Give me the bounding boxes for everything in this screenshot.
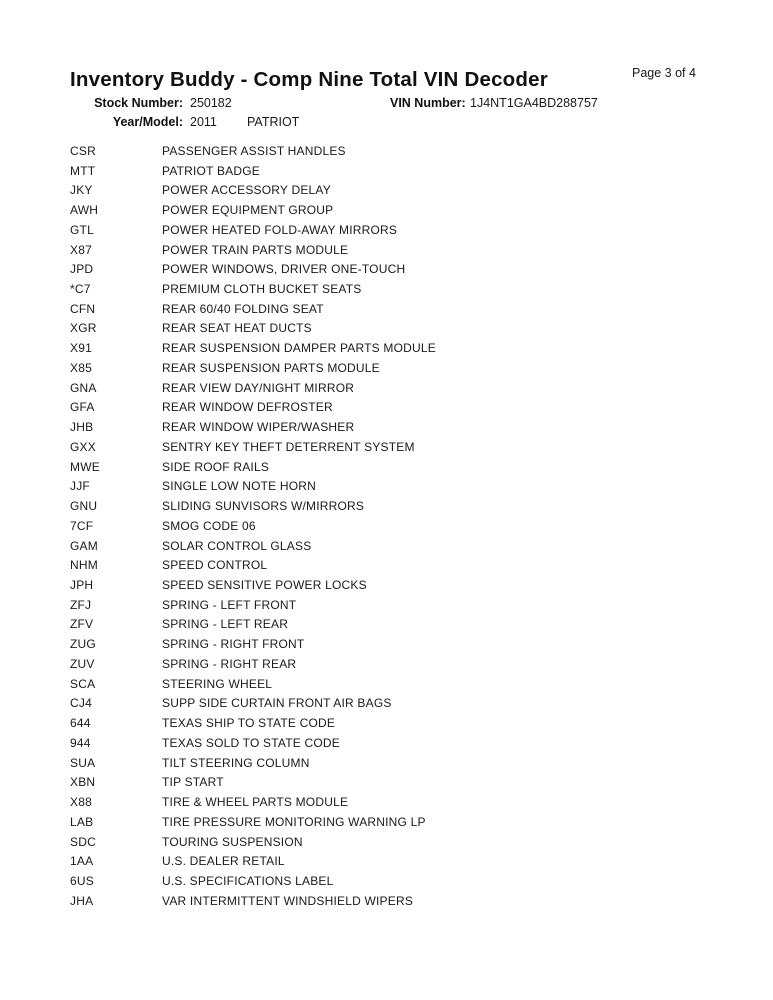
option-row [0,891,773,911]
option-row [0,299,773,319]
option-code: XGR [70,321,97,336]
option-row [0,634,773,654]
option-code: JPH [70,578,94,593]
option-description: POWER TRAIN PARTS MODULE [162,242,349,257]
option-row [0,437,773,457]
option-row [0,871,773,891]
option-description: TEXAS SHIP TO STATE CODE [162,716,336,731]
option-description: TIP START [162,775,224,790]
option-row [0,575,773,595]
option-code: GAM [70,538,98,553]
option-code: X85 [70,360,92,375]
option-code: ZFV [70,617,94,632]
option-code: SDC [70,834,96,849]
page-title: Inventory Buddy - Comp Nine Total VIN Decoder [70,68,548,91]
option-description: TEXAS SOLD TO STATE CODE [162,735,340,750]
option-row [0,832,773,852]
option-code: SUA [70,755,96,770]
option-code: AWH [70,203,99,218]
option-row [0,753,773,773]
option-description: SINGLE LOW NOTE HORN [162,479,317,494]
option-row [0,555,773,575]
stock-number-label: Stock Number: [94,96,183,110]
option-description: SPRING - LEFT FRONT [162,597,297,612]
option-description: SPEED CONTROL [162,558,268,573]
option-description: U.S. DEALER RETAIL [162,854,285,869]
option-row [0,358,773,378]
option-code: X88 [70,795,92,810]
vin-number-value: 1J4NT1GA4BD288757 [470,96,598,110]
option-row [0,851,773,871]
option-description: TIRE & WHEEL PARTS MODULE [162,795,349,810]
option-code: LAB [70,814,94,829]
option-description: U.S. SPECIFICATIONS LABEL [162,874,334,889]
option-row [0,694,773,714]
option-row [0,457,773,477]
options-list [0,141,773,911]
option-code: JHA [70,893,94,908]
option-row [0,615,773,635]
option-row [0,279,773,299]
option-row [0,516,773,536]
option-description: SMOG CODE 06 [162,518,256,533]
stock-number-value: 250182 [190,96,232,110]
option-code: JPD [70,262,94,277]
option-description: SUPP SIDE CURTAIN FRONT AIR BAGS [162,696,392,711]
vin-number-label: VIN Number: [390,96,466,110]
option-code: NHM [70,558,98,573]
option-description: POWER HEATED FOLD-AWAY MIRRORS [162,222,398,237]
option-description: SIDE ROOF RAILS [162,459,270,474]
option-code: JJF [70,479,90,494]
option-row [0,417,773,437]
option-row [0,319,773,339]
option-row [0,733,773,753]
option-code: X91 [70,341,92,356]
option-description: TILT STEERING COLUMN [162,755,310,770]
model-value: PATRIOT [247,115,300,129]
option-code: X87 [70,242,92,257]
option-description: SPRING - RIGHT REAR [162,656,297,671]
option-description: SPEED SENSITIVE POWER LOCKS [162,578,367,593]
option-code: MTT [70,163,96,178]
year-value: 2011 [190,115,217,129]
option-row [0,713,773,733]
option-code: GNU [70,499,98,514]
option-description: TOURING SUSPENSION [162,834,303,849]
option-description: SPRING - RIGHT FRONT [162,637,305,652]
option-row [0,536,773,556]
option-description: REAR SUSPENSION PARTS MODULE [162,360,380,375]
option-code: GXX [70,439,96,454]
option-code: 7CF [70,518,94,533]
option-row [0,773,773,793]
option-description: POWER WINDOWS, DRIVER ONE-TOUCH [162,262,406,277]
option-description: PASSENGER ASSIST HANDLES [162,143,346,158]
option-description: VAR INTERMITTENT WINDSHIELD WIPERS [162,893,414,908]
option-row [0,674,773,694]
option-description: SOLAR CONTROL GLASS [162,538,312,553]
option-description: TIRE PRESSURE MONITORING WARNING LP [162,814,426,829]
option-code: JKY [70,183,93,198]
option-row [0,398,773,418]
option-code: SCA [70,676,96,691]
option-row [0,161,773,181]
option-row [0,220,773,240]
option-description: POWER ACCESSORY DELAY [162,183,331,198]
option-description: SPRING - LEFT REAR [162,617,289,632]
option-row [0,141,773,161]
option-code: 6US [70,874,94,889]
option-code: ZFJ [70,597,92,612]
option-row [0,812,773,832]
option-description: PATRIOT BADGE [162,163,260,178]
option-row [0,595,773,615]
year-model-label: Year/Model: [112,115,183,129]
option-code: XBN [70,775,96,790]
option-code: 1AA [70,854,94,869]
option-code: ZUG [70,637,96,652]
option-row [0,200,773,220]
option-row [0,240,773,260]
option-row [0,259,773,279]
option-code: CFN [70,301,96,316]
option-code: GTL [70,222,94,237]
option-description: REAR WINDOW DEFROSTER [162,400,333,415]
option-code: 944 [70,735,91,750]
option-row [0,496,773,516]
option-description: REAR WINDOW WIPER/WASHER [162,420,355,435]
option-row [0,338,773,358]
option-row [0,654,773,674]
option-description: POWER EQUIPMENT GROUP [162,203,334,218]
option-row [0,378,773,398]
option-code: *C7 [70,282,91,296]
option-description: REAR VIEW DAY/NIGHT MIRROR [162,380,355,395]
option-description: REAR SEAT HEAT DUCTS [162,321,312,336]
option-code: ZUV [70,656,95,671]
option-code: GNA [70,380,97,395]
option-description: STEERING WHEEL [162,676,273,691]
option-description: SLIDING SUNVISORS W/MIRRORS [162,499,365,514]
option-code: 644 [70,716,91,731]
page-number-label: Page 3 of 4 [632,66,696,80]
option-description: PREMIUM CLOTH BUCKET SEATS [162,282,362,296]
option-code: GFA [70,400,95,415]
option-code: CSR [70,143,96,158]
option-code: JHB [70,420,94,435]
option-code: CJ4 [70,696,92,711]
option-row [0,180,773,200]
option-row [0,792,773,812]
option-description: SENTRY KEY THEFT DETERRENT SYSTEM [162,439,415,454]
option-row [0,476,773,496]
option-description: REAR 60/40 FOLDING SEAT [162,301,324,316]
option-description: REAR SUSPENSION DAMPER PARTS MODULE [162,341,436,356]
option-code: MWE [70,459,100,474]
